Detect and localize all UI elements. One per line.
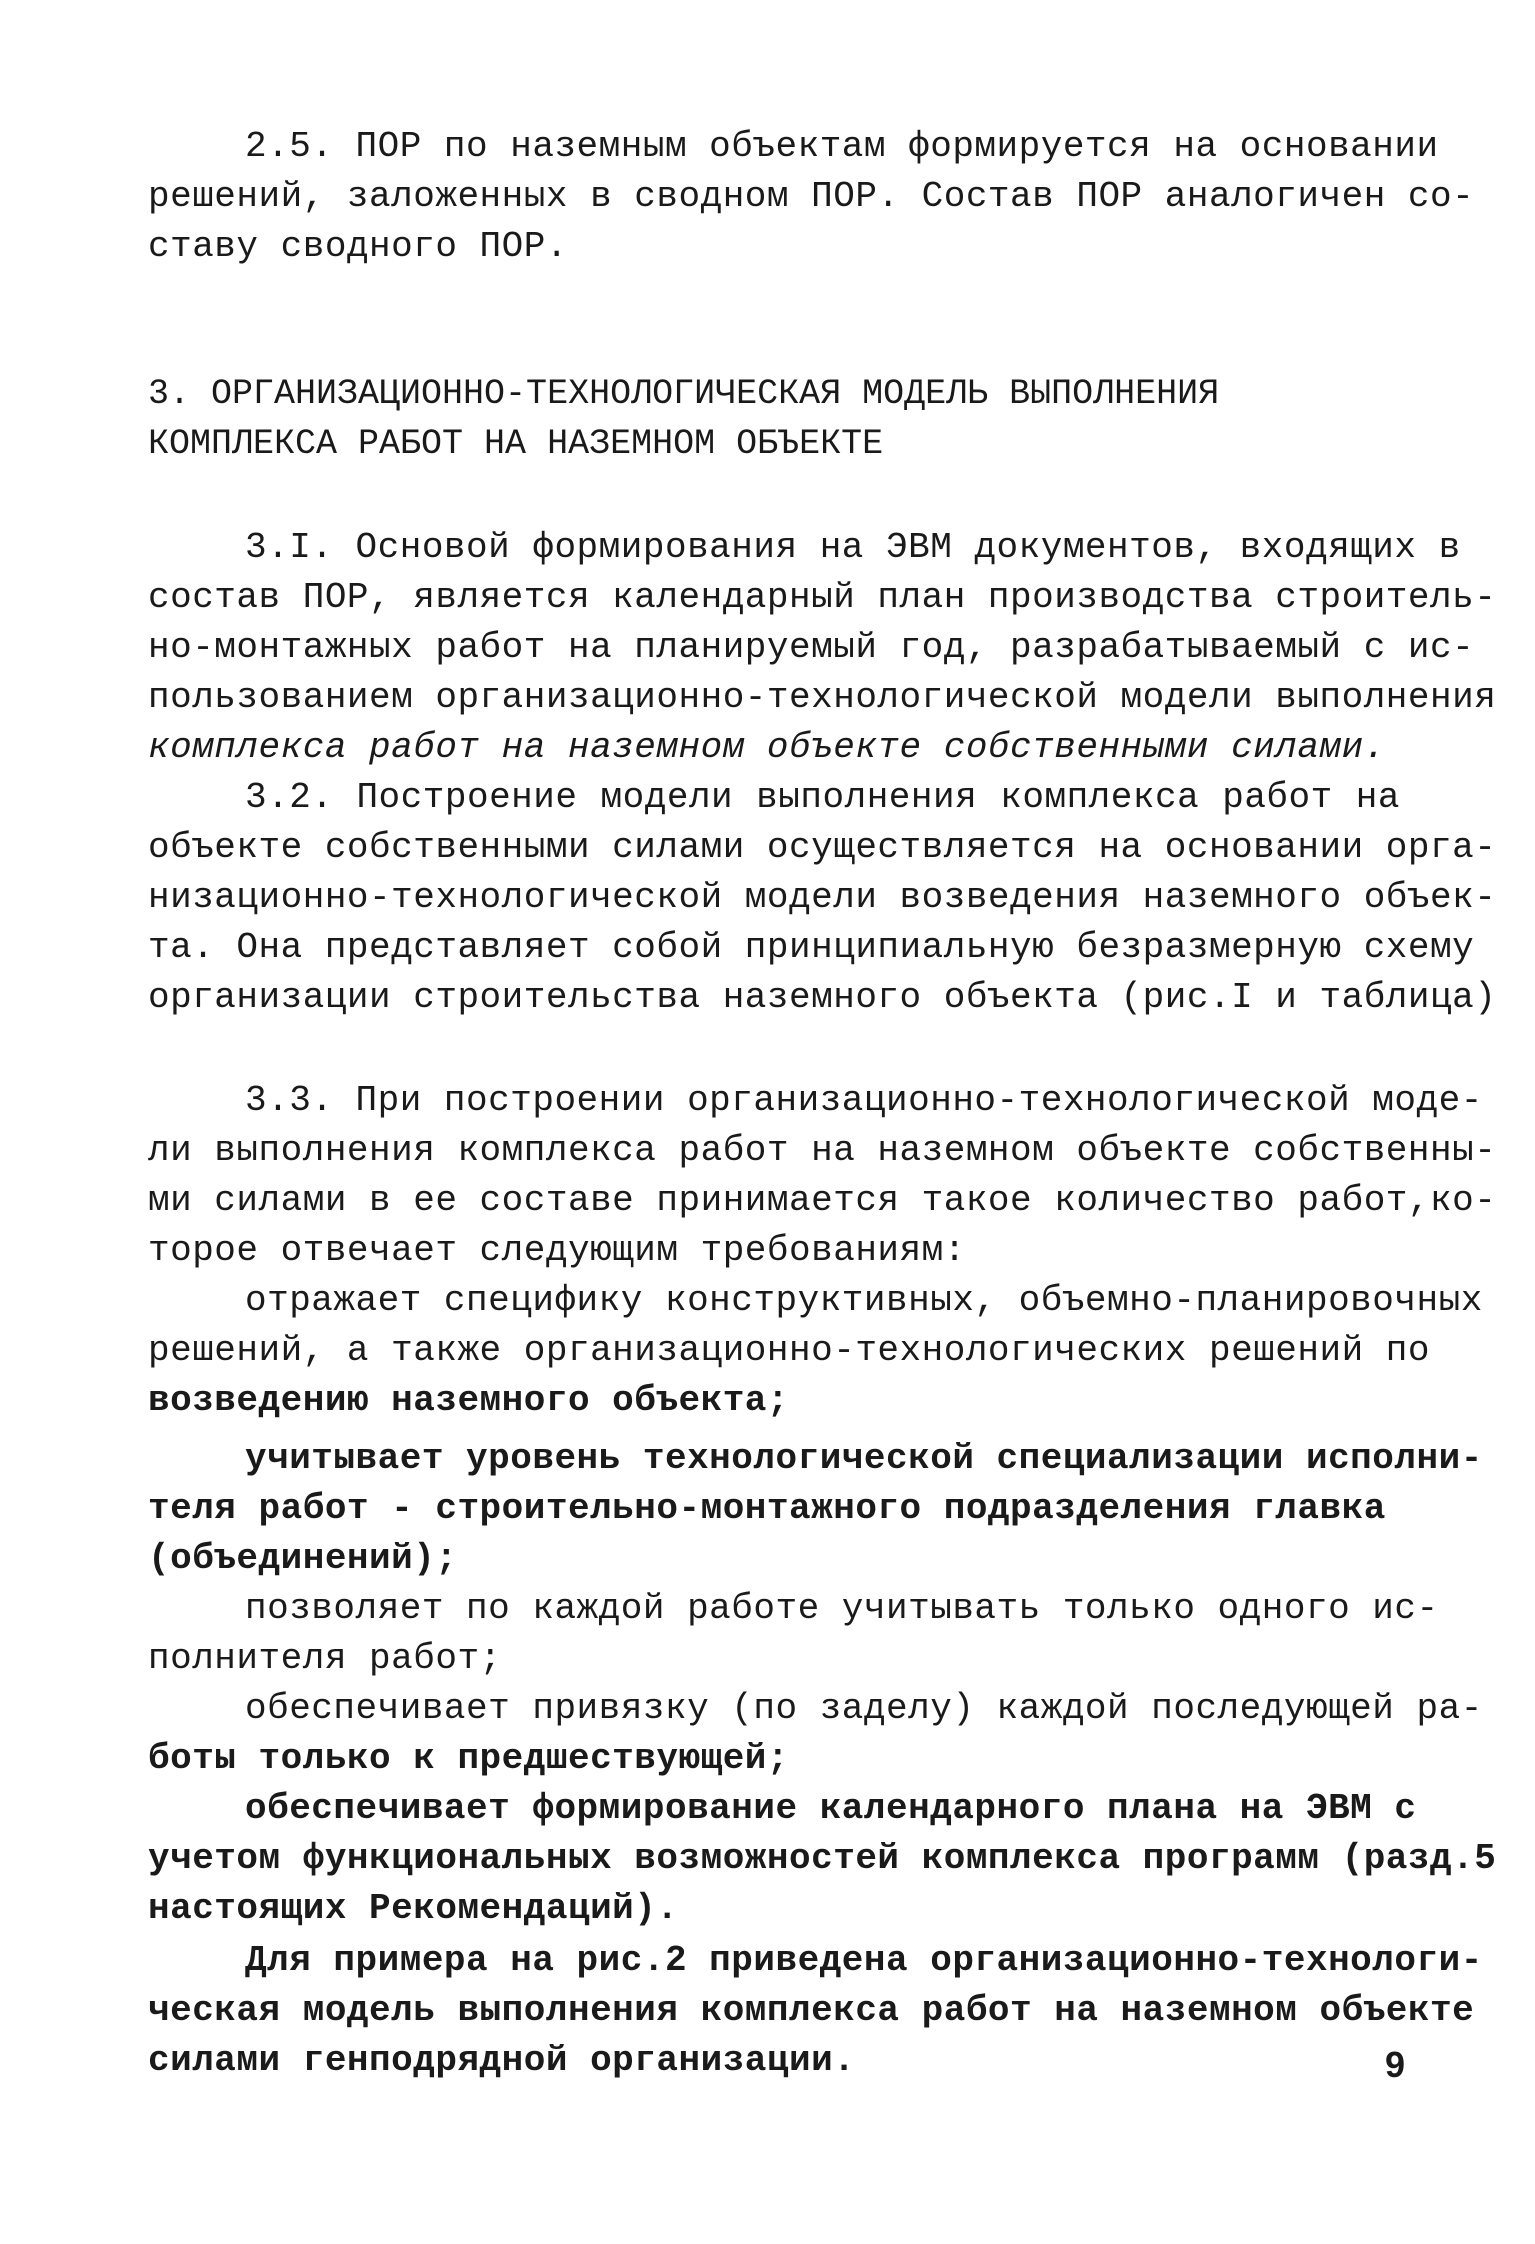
page-number: 9	[1384, 2044, 1405, 2085]
requirement-1-line: решений, а также организационно-технологических решений по	[148, 1330, 1431, 1371]
example-paragraph-line: Для примера на рис.2 приведена организационно-технологи-	[245, 1940, 1483, 1981]
paragraph-3-1-line: пользованием организационно-технологической модели выполнения	[148, 677, 1497, 718]
requirement-4-line: боты только к предшествующей;	[148, 1738, 790, 1779]
paragraph-3-1-line: но-монтажных работ на планируемый год, разрабатываемый с ис-	[148, 627, 1475, 668]
paragraph-2-5-line: решений, заложенных в сводном ПОР. Состав ПОР аналогичен со-	[148, 176, 1475, 217]
section-heading-line: КОМПЛЕКСА РАБОТ НА НАЗЕМНОМ ОБЪЕКТЕ	[148, 424, 884, 464]
paragraph-3-1-line: состав ПОР, является календарный план производства строитель-	[148, 577, 1497, 618]
requirement-3-line: полнителя работ;	[148, 1638, 502, 1679]
paragraph-3-3-line: ли выполнения комплекса работ на наземном объекте собственны-	[148, 1130, 1497, 1171]
paragraph-3-2-line: 3.2. Построение модели выполнения комплекса работ на	[245, 777, 1400, 818]
paragraph-3-2-line: объекте собственными силами осуществляется на основании орга-	[148, 827, 1497, 868]
example-paragraph-line: ческая модель выполнения комплекса работ на наземном объекте	[148, 1990, 1475, 2031]
requirement-4-line: обеспечивает привязку (по заделу) каждой последующей ра-	[245, 1688, 1483, 1729]
requirement-2-line: теля работ - строительно-монтажного подразделения главка	[148, 1488, 1386, 1529]
paragraph-3-3-line: торое отвечает следующим требованиям:	[148, 1230, 966, 1271]
section-heading-line: 3. ОРГАНИЗАЦИОННО-ТЕХНОЛОГИЧЕСКАЯ МОДЕЛЬ ВЫПОЛНЕНИЯ	[148, 374, 1220, 414]
requirement-1-line: возведению наземного объекта;	[148, 1380, 790, 1421]
requirement-1-line: отражает специфику конструктивных, объемно-планировочных	[245, 1280, 1483, 1321]
paragraph-3-3-line: 3.3. При построении организационно-технологической моде-	[245, 1080, 1483, 1121]
paragraph-3-1-line: комплекса работ на наземном объекте собственными силами.	[148, 727, 1386, 768]
paragraph-3-1-line: 3.I. Основой формирования на ЭВМ документов, входящих в	[245, 527, 1461, 568]
requirement-2-line: (объединений);	[148, 1538, 458, 1579]
requirement-3-line: позволяет по каждой работе учитывать только одного ис-	[245, 1588, 1439, 1629]
paragraph-3-2-line: низационно-технологической модели возведения наземного объек-	[148, 877, 1497, 918]
example-paragraph-line: силами генподрядной организации.	[148, 2040, 856, 2081]
paragraph-3-2-line: та. Она представляет собой принципиальную безразмерную схему	[148, 927, 1475, 968]
requirement-2-line: учитывает уровень технологической специализации исполни-	[245, 1438, 1483, 1479]
paragraph-3-3-line: ми силами в ее составе принимается такое количество работ,ко-	[148, 1180, 1497, 1221]
requirement-5-line: настоящих Рекомендаций).	[148, 1888, 679, 1929]
requirement-5-line: учетом функциональных возможностей комплекса программ (разд.5	[148, 1838, 1497, 1879]
requirement-5-line: обеспечивает формирование календарного плана на ЭВМ с	[245, 1788, 1417, 1829]
paragraph-2-5-line: 2.5. ПОР по наземным объектам формируется на основании	[245, 126, 1439, 167]
paragraph-3-2-line: организации строительства наземного объекта (рис.I и таблица)	[148, 977, 1497, 1018]
paragraph-2-5-line: ставу сводного ПОР.	[148, 226, 568, 267]
